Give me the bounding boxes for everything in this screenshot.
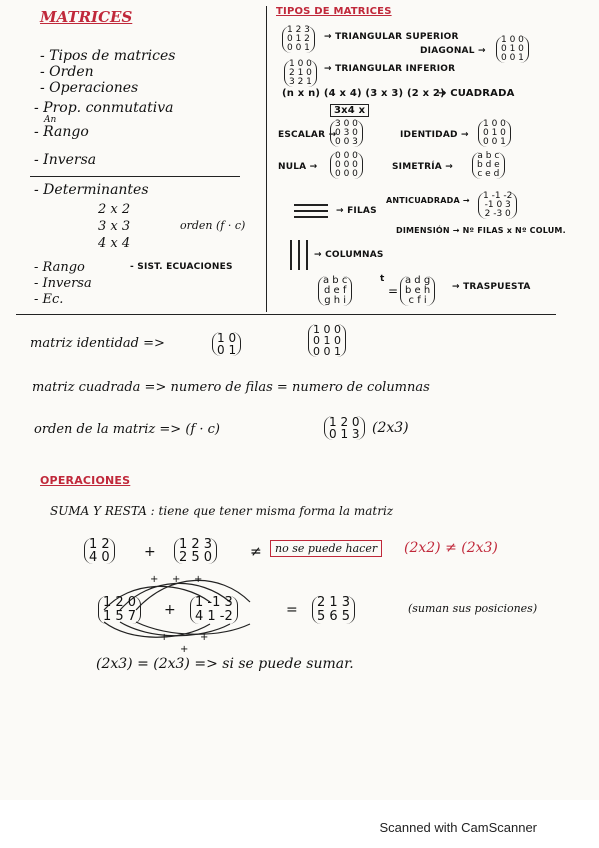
plus-arc-3: + [194, 574, 203, 585]
section-divider [16, 314, 556, 315]
matrix-nula: 0 0 0 0 0 0 0 0 0 [330, 152, 363, 179]
note-identidad: matriz identidad => [30, 336, 165, 351]
anticuadrada-label: ANTICUADRADA → [386, 196, 470, 205]
det-size-3: 3 x 3 [98, 219, 131, 234]
matrix-triangular-inferior: 1 0 0 2 1 0 3 2 1 [284, 60, 317, 87]
identidad-label: IDENTIDAD → [400, 130, 469, 140]
plus-sign-2: + [164, 602, 176, 618]
scanner-label: Scanned with CamScanner [379, 820, 537, 835]
plus-arc-4: + [160, 632, 169, 643]
dimension-label: DIMENSIÓN → Nº FILAS x Nº COLUM. [396, 226, 566, 235]
matrix-traspuesta-a: a b c d e f g h i [318, 276, 352, 306]
columnas-line-3 [306, 240, 308, 270]
index-determinantes: - Determinantes [34, 182, 149, 198]
filas-line-3 [294, 216, 328, 218]
det-size-4: 4 x 4 [98, 236, 131, 251]
dims-neq: (2x2) ≠ (2x3) [404, 540, 498, 556]
column-divider [266, 6, 267, 312]
matrix-b: 1 -1 3 4 1 -2 [190, 596, 238, 624]
matrix-orden-ejemplo: 1 2 0 0 1 3 [324, 416, 365, 440]
matrix-traspuesta-b: a d g b e h c f i [400, 276, 435, 306]
cuadrada-label: → CUADRADA [438, 88, 515, 99]
note-cuadrada: matriz cuadrada => numero de filas = numero de columnas [32, 380, 430, 395]
simetria-label: SIMETRÍA → [392, 162, 453, 172]
matrix-triangular-superior: 1 2 3 0 1 2 0 0 1 [282, 26, 315, 53]
traspuesta-equals: = [388, 284, 399, 298]
index-item-prop: - Prop. conmutativa [34, 100, 174, 116]
escalar-label: ESCALAR → [278, 130, 337, 140]
matrix-escalar: 3 0 0 0 3 0 0 0 3 [330, 120, 363, 147]
plus-arc-5: + [200, 632, 209, 643]
cuadrada-dims: (n x n) (4 x 4) (3 x 3) (2 x 2) [282, 88, 445, 99]
index-item2-ec: - Ec. [34, 292, 64, 307]
scanner-footer [0, 800, 599, 848]
index-item-orden: - Orden [40, 64, 94, 80]
matrix-2x3: 1 2 3 2 5 0 [174, 538, 217, 564]
plus-arc-2: + [172, 574, 181, 585]
index-item2-inversa: - Inversa [34, 276, 92, 291]
matrix-simetria: a b c b d e c e d [472, 152, 505, 179]
index-item-tipos: - Tipos de matrices [40, 48, 176, 64]
suma-resta-rule: SUMA Y RESTA : tiene que tener misma forma la matriz [50, 504, 394, 518]
filas-line-2 [294, 210, 328, 212]
index-item2-rango: - Rango [34, 260, 85, 275]
index-item-inversa: - Inversa [34, 152, 97, 168]
orden-label: orden (f · c) [180, 219, 246, 232]
det-size-2: 2 x 2 [98, 202, 131, 217]
index-item-operaciones: - Operaciones [40, 80, 139, 96]
sist-ecuaciones-label: - SIST. ECUACIONES [130, 262, 233, 272]
sum-note: (suman sus posiciones) [408, 602, 538, 615]
nula-label: NULA → [278, 162, 318, 172]
matrix-anticuadrada: 1 -1 -2 -1 0 3 2 -3 0 [478, 192, 517, 219]
matrix-identidad-2x2: 1 0 0 1 [212, 332, 241, 356]
final-statement: (2x3) = (2x3) => si se puede sumar. [96, 656, 354, 672]
note-orden: orden de la matriz => (f · c) [34, 422, 220, 437]
orden-dim: (2x3) [372, 420, 409, 436]
no-se-puede-box: no se puede hacer [270, 540, 382, 557]
matrix-a: 1 2 0 1 5 7 [98, 596, 141, 624]
equals-sign-1: = [286, 602, 298, 618]
triangular-superior-label: → TRIANGULAR SUPERIOR [324, 32, 459, 42]
operaciones-title: OPERACIONES [40, 474, 131, 487]
columnas-line-1 [290, 240, 292, 270]
plus-arc-1: + [150, 574, 159, 585]
traspuesta-exp: t [380, 274, 385, 284]
index-divider [30, 176, 240, 177]
diagonal-label: DIAGONAL → [420, 46, 486, 56]
matrix-identidad-3x3: 1 0 0 0 1 0 0 0 1 [308, 324, 346, 357]
matrix-c: 2 1 3 5 6 5 [312, 596, 355, 624]
matrix-diagonal: 1 0 0 0 1 0 0 0 1 [496, 36, 529, 63]
matrix-2x2: 1 2 4 0 [84, 538, 115, 564]
triangular-inferior-label: → TRIANGULAR INFERIOR [324, 64, 456, 74]
plus-sign-1: + [144, 544, 156, 560]
columnas-label: → COLUMNAS [314, 250, 384, 260]
index-an-note: An [44, 115, 57, 125]
tipos-title: TIPOS DE MATRICES [276, 6, 392, 17]
traspuesta-label: → TRASPUESTA [452, 282, 531, 292]
matrix-identidad: 1 0 0 0 1 0 0 0 1 [478, 120, 511, 147]
columnas-line-2 [298, 240, 300, 270]
neq-sign: ≠ [250, 544, 262, 560]
index-title: MATRICES [40, 8, 133, 26]
filas-label: → FILAS [336, 206, 377, 216]
filas-line-1 [294, 204, 328, 206]
index-item-rango: - Rango [34, 124, 89, 140]
plus-arc-6: + [180, 644, 189, 655]
box-3x4: 3x4 x [330, 104, 369, 117]
